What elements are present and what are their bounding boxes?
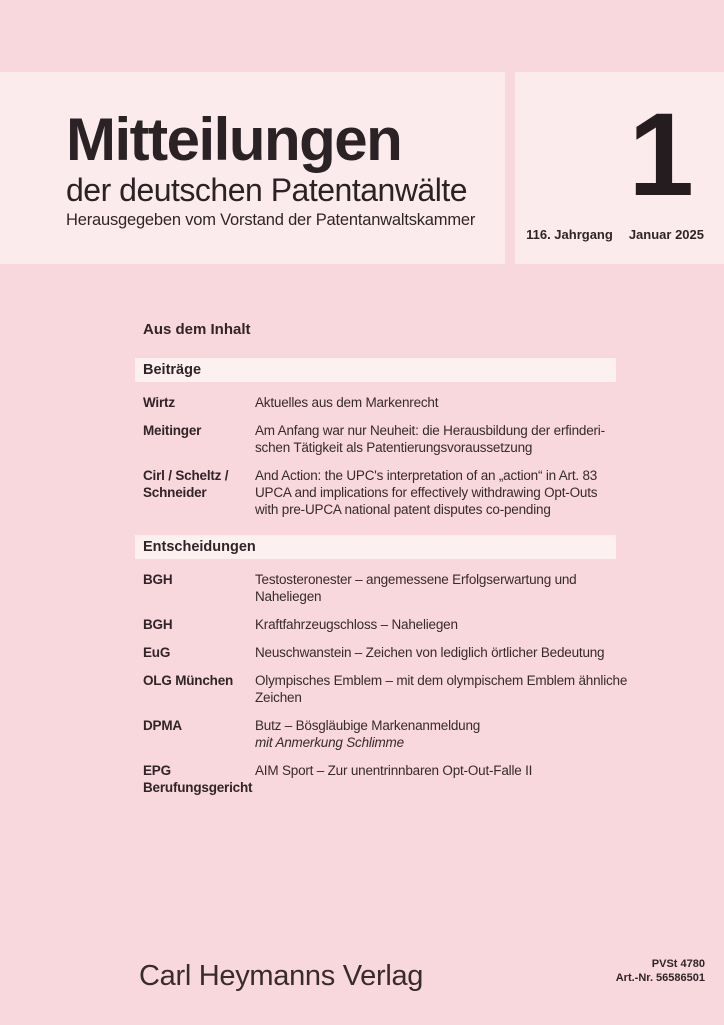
entry-author: Cirl / Scheltz / Schneider bbox=[143, 468, 229, 500]
entry-author: BGH bbox=[143, 617, 173, 632]
entry-author: Wirtz bbox=[143, 395, 175, 410]
masthead-text-block bbox=[66, 106, 476, 229]
toc-entry bbox=[135, 717, 616, 751]
publisher-logotype: Carl Heymanns Verlag bbox=[139, 960, 424, 992]
entry-author: EuG bbox=[143, 645, 171, 660]
footer-print-codes bbox=[616, 957, 705, 985]
entry-author: Meitinger bbox=[143, 423, 202, 438]
journal-title: Mitteilungen bbox=[66, 106, 402, 173]
toc-entry bbox=[135, 672, 628, 706]
toc-entry bbox=[135, 644, 616, 661]
entry-title: AIM Sport – Zur unentrinnbaren Opt-Out-Falle II bbox=[255, 763, 533, 778]
issue-meta bbox=[526, 227, 704, 242]
section-header-entscheidungen: Entscheidungen bbox=[135, 535, 616, 559]
toc-entry bbox=[135, 422, 616, 456]
volume-label: 116. Jahrgang bbox=[526, 227, 613, 242]
pvst-label: PVSt 4780 bbox=[651, 958, 705, 970]
article-number-label: Art.-Nr. 56586501 bbox=[615, 972, 705, 984]
toc-entry bbox=[135, 616, 616, 633]
entry-author: OLG München bbox=[143, 673, 234, 688]
entry-annotation: mit Anmerkung Schlimme bbox=[255, 735, 404, 750]
entry-title: Am Anfang war nur Neuheit: die Herausbildung der erfinderi- schen Tätigkeit als Patentierungsvoraussetzung bbox=[255, 423, 605, 455]
entry-title: Olympisches Emblem – mit dem olympischem Emblem ähnliche Zeichen bbox=[255, 673, 628, 705]
section-header-beitraege: Beiträge bbox=[135, 358, 616, 382]
journal-subtitle: der deutschen Patentanwälte bbox=[66, 172, 468, 208]
entry-title: Kraftfahrzeugschloss – Naheliegen bbox=[255, 617, 458, 632]
toc-entry bbox=[135, 762, 616, 796]
issue-number: 1 bbox=[628, 89, 694, 221]
table-of-contents bbox=[135, 320, 628, 807]
toc-entry bbox=[135, 394, 616, 411]
entry-author: EPG Berufungsgericht bbox=[143, 763, 253, 795]
entry-title: Aktuelles aus dem Markenrecht bbox=[255, 395, 439, 410]
entry-title: Butz – Bösgläubige Markenanmeldung bbox=[255, 718, 481, 733]
masthead-right-panel bbox=[515, 72, 724, 264]
issue-date-label: Januar 2025 bbox=[628, 227, 704, 242]
toc-entry bbox=[135, 571, 616, 605]
masthead-left-panel bbox=[0, 72, 505, 264]
entry-author: BGH bbox=[143, 572, 173, 587]
publisher-line: Herausgegeben vom Vorstand der Patentanwaltskammer bbox=[66, 210, 476, 229]
entry-title: Neuschwanstein – Zeichen von lediglich örtlicher Bedeutung bbox=[255, 645, 605, 660]
entry-title: And Action: the UPC's interpretation of an „action“ in Art. 83 UPCA and implications for effectively withdrawing Opt-Outs with pre-UPCA national patent disputes co-pending bbox=[255, 468, 598, 517]
toc-entry bbox=[135, 467, 616, 518]
entry-title: Testosteronester – angemessene Erfolgserwartung und Naheliegen bbox=[255, 572, 577, 604]
entry-author: DPMA bbox=[143, 718, 182, 733]
toc-heading: Aus dem Inhalt bbox=[143, 321, 251, 338]
